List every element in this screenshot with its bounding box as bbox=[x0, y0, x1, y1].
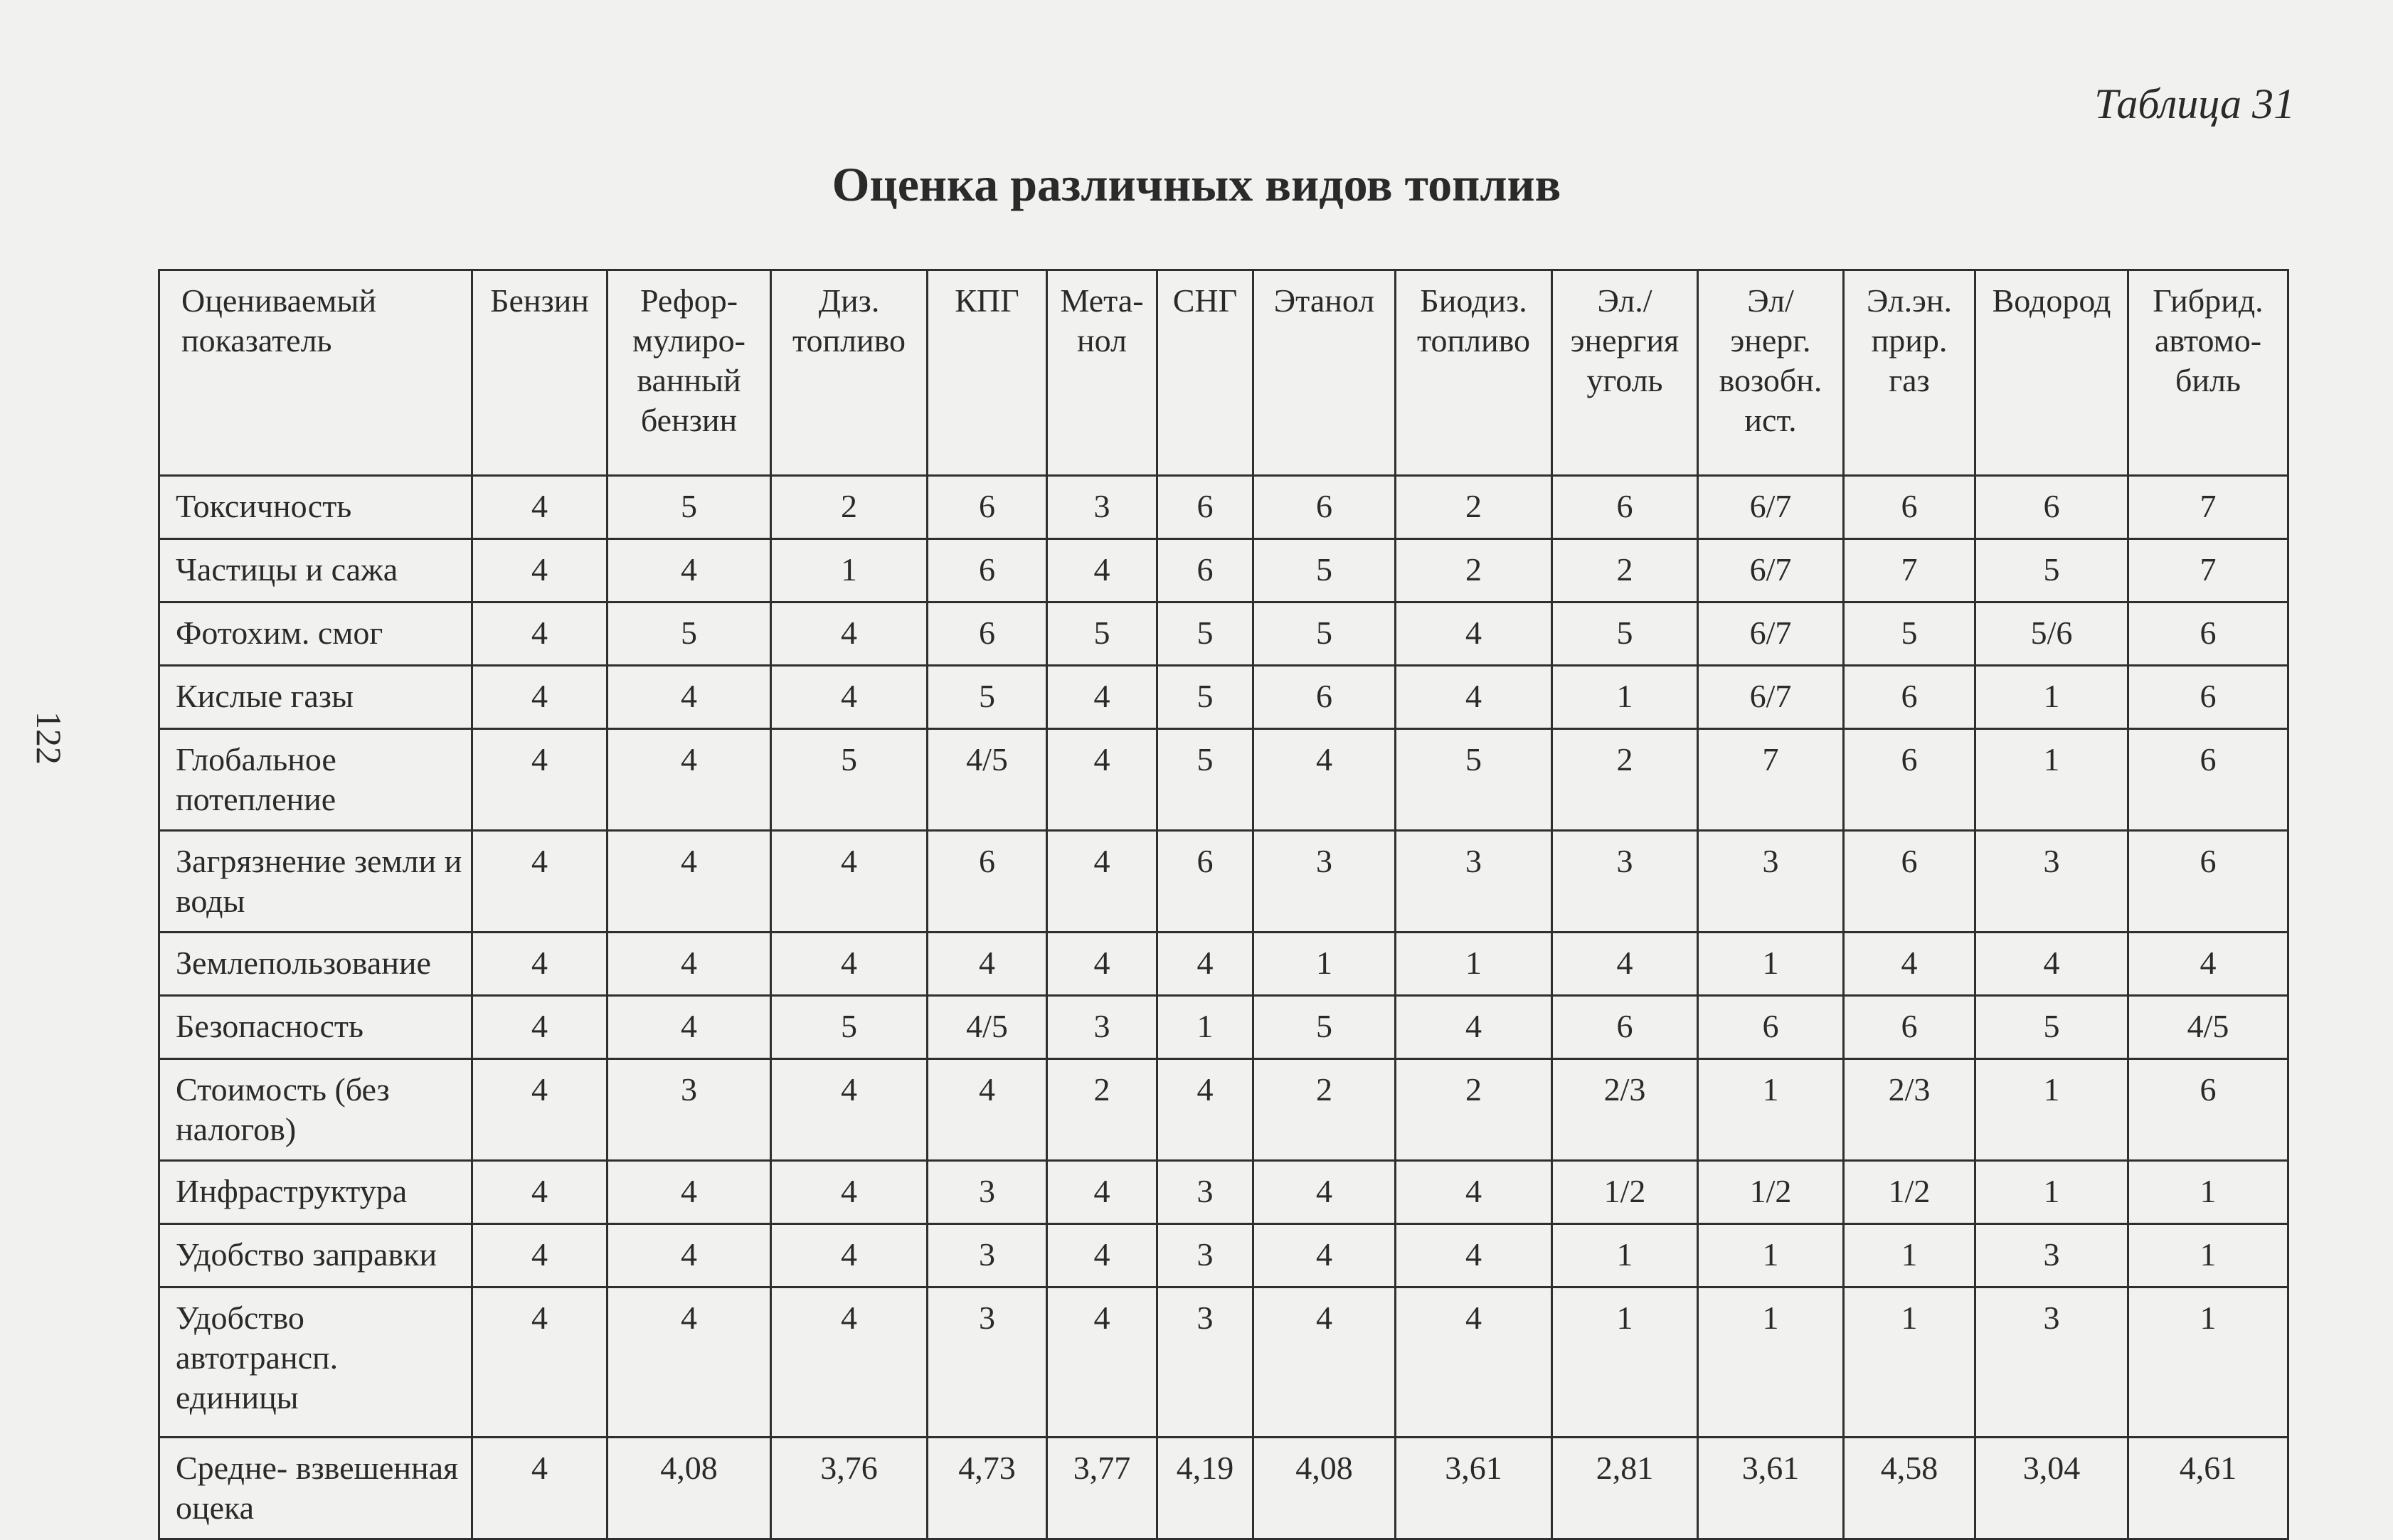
table-cell: 5 bbox=[1975, 996, 2128, 1059]
table-cell: 1 bbox=[1975, 729, 2128, 831]
table-cell: 4 bbox=[472, 1287, 607, 1438]
table-cell: 4/5 bbox=[2128, 996, 2288, 1059]
column-header: Этанол bbox=[1253, 270, 1396, 476]
row-label: Кислые газы bbox=[159, 666, 472, 729]
table-cell: 7 bbox=[2128, 539, 2288, 602]
table-cell: 6 bbox=[2128, 602, 2288, 666]
column-header: Эл.эн. прир. газ bbox=[1844, 270, 1975, 476]
row-label: Удобство автотрансп. единицы bbox=[159, 1287, 472, 1438]
table-header-row bbox=[159, 270, 2288, 476]
table-cell: 1 bbox=[1698, 1059, 1844, 1161]
table-cell: 6 bbox=[1844, 729, 1975, 831]
table-cell: 4 bbox=[771, 602, 928, 666]
table-cell: 4 bbox=[1047, 933, 1157, 996]
table-cell: 4 bbox=[1844, 933, 1975, 996]
table-cell: 1 bbox=[1157, 996, 1253, 1059]
table-cell: 6 bbox=[1844, 476, 1975, 539]
table-cell: 1 bbox=[1552, 666, 1698, 729]
table-cell: 4 bbox=[1047, 729, 1157, 831]
table-cell: 5 bbox=[1157, 729, 1253, 831]
table-cell: 4 bbox=[771, 831, 928, 933]
table-cell: 6 bbox=[2128, 666, 2288, 729]
page-number: 122 bbox=[29, 711, 69, 765]
table-cell: 4 bbox=[607, 729, 771, 831]
row-label: Средне- взвешенная оцека bbox=[159, 1438, 472, 1539]
table-cell: 4 bbox=[472, 729, 607, 831]
table-cell: 4,19 bbox=[1157, 1438, 1253, 1539]
table-row bbox=[159, 933, 2288, 996]
table-cell: 6 bbox=[1552, 476, 1698, 539]
table-cell: 5 bbox=[1253, 539, 1396, 602]
table-cell: 4 bbox=[607, 539, 771, 602]
row-label: Инфраструктура bbox=[159, 1161, 472, 1224]
table-cell: 2 bbox=[1253, 1059, 1396, 1161]
table-cell: 3,77 bbox=[1047, 1438, 1157, 1539]
table-cell: 2 bbox=[1047, 1059, 1157, 1161]
table-cell: 4 bbox=[1047, 831, 1157, 933]
table-cell: 4 bbox=[1047, 539, 1157, 602]
table-cell: 4 bbox=[607, 831, 771, 933]
table-cell: 4 bbox=[1253, 1224, 1396, 1287]
table-row bbox=[159, 1287, 2288, 1438]
table-cell: 1 bbox=[1975, 1161, 2128, 1224]
table-cell: 4 bbox=[1396, 1161, 1552, 1224]
table-row bbox=[159, 1161, 2288, 1224]
table-cell: 6/7 bbox=[1698, 476, 1844, 539]
table-cell: 3 bbox=[1157, 1161, 1253, 1224]
table-cell: 6 bbox=[1253, 666, 1396, 729]
table-cell: 6 bbox=[1253, 476, 1396, 539]
column-header: Бензин bbox=[472, 270, 607, 476]
table-cell: 3 bbox=[1047, 476, 1157, 539]
table-cell: 6 bbox=[1844, 831, 1975, 933]
table-cell: 6 bbox=[928, 831, 1047, 933]
table-cell: 4 bbox=[771, 933, 928, 996]
table-cell: 4 bbox=[1552, 933, 1698, 996]
table-row bbox=[159, 729, 2288, 831]
table-cell: 1 bbox=[1698, 1224, 1844, 1287]
table-cell: 1 bbox=[1844, 1224, 1975, 1287]
table-cell: 1 bbox=[1698, 933, 1844, 996]
table-cell: 4 bbox=[1396, 996, 1552, 1059]
table-cell: 4,73 bbox=[928, 1438, 1047, 1539]
table-cell: 3 bbox=[1552, 831, 1698, 933]
table-row bbox=[159, 539, 2288, 602]
table-cell: 1 bbox=[1975, 1059, 2128, 1161]
table-cell: 4 bbox=[607, 1224, 771, 1287]
row-label: Частицы и сажа bbox=[159, 539, 472, 602]
table-cell: 2 bbox=[771, 476, 928, 539]
table-cell: 6/7 bbox=[1698, 539, 1844, 602]
table-cell: 1 bbox=[1975, 666, 2128, 729]
table-cell: 3 bbox=[928, 1287, 1047, 1438]
table-cell: 3 bbox=[1157, 1287, 1253, 1438]
table-cell: 4 bbox=[1047, 1287, 1157, 1438]
table-cell: 1 bbox=[2128, 1224, 2288, 1287]
table-cell: 4 bbox=[1975, 933, 2128, 996]
table-cell: 3 bbox=[1975, 1224, 2128, 1287]
table-cell: 5 bbox=[1396, 729, 1552, 831]
table-cell: 2 bbox=[1552, 539, 1698, 602]
table-cell: 4 bbox=[1253, 1287, 1396, 1438]
table-cell: 4 bbox=[1396, 1224, 1552, 1287]
table-cell: 5 bbox=[1253, 996, 1396, 1059]
table-cell: 3 bbox=[1975, 831, 2128, 933]
table-cell: 2 bbox=[1396, 1059, 1552, 1161]
table-cell: 4 bbox=[472, 539, 607, 602]
table-cell: 4 bbox=[472, 476, 607, 539]
table-cell: 1 bbox=[1698, 1287, 1844, 1438]
table-cell: 4 bbox=[607, 933, 771, 996]
column-header: СНГ bbox=[1157, 270, 1253, 476]
table-cell: 5 bbox=[1253, 602, 1396, 666]
table-cell: 5 bbox=[928, 666, 1047, 729]
table-row bbox=[159, 1059, 2288, 1161]
table-cell: 1 bbox=[2128, 1161, 2288, 1224]
table-cell: 4 bbox=[1157, 933, 1253, 996]
table-body bbox=[159, 476, 2288, 1539]
table-cell: 5 bbox=[1047, 602, 1157, 666]
table-cell: 4 bbox=[928, 933, 1047, 996]
table-cell: 5 bbox=[771, 729, 928, 831]
table-cell: 2/3 bbox=[1552, 1059, 1698, 1161]
row-label: Загрязнение земли и воды bbox=[159, 831, 472, 933]
column-header: Гибрид. автомо- биль bbox=[2128, 270, 2288, 476]
table-cell: 4 bbox=[1396, 666, 1552, 729]
table-cell: 4 bbox=[1253, 729, 1396, 831]
column-header: Водород bbox=[1975, 270, 2128, 476]
row-label: Безопасность bbox=[159, 996, 472, 1059]
table-cell: 4,61 bbox=[2128, 1438, 2288, 1539]
table-cell: 6 bbox=[1698, 996, 1844, 1059]
table-cell: 4 bbox=[1157, 1059, 1253, 1161]
table-cell: 5 bbox=[1844, 602, 1975, 666]
table-cell: 4 bbox=[1047, 1224, 1157, 1287]
table-cell: 1 bbox=[1552, 1224, 1698, 1287]
table-cell: 3,61 bbox=[1698, 1438, 1844, 1539]
table-cell: 4 bbox=[607, 666, 771, 729]
table-cell: 1 bbox=[1844, 1287, 1975, 1438]
table-cell: 6 bbox=[928, 476, 1047, 539]
table-cell: 2 bbox=[1396, 539, 1552, 602]
table-cell: 4 bbox=[1396, 602, 1552, 666]
table-cell: 3 bbox=[1396, 831, 1552, 933]
table-cell: 3 bbox=[1157, 1224, 1253, 1287]
table-cell: 2/3 bbox=[1844, 1059, 1975, 1161]
table-cell: 4 bbox=[928, 1059, 1047, 1161]
table-cell: 5/6 bbox=[1975, 602, 2128, 666]
table-cell: 4 bbox=[472, 1059, 607, 1161]
table-cell: 1/2 bbox=[1698, 1161, 1844, 1224]
table-cell: 6 bbox=[1844, 666, 1975, 729]
table-cell: 6 bbox=[2128, 1059, 2288, 1161]
table-cell: 1/2 bbox=[1552, 1161, 1698, 1224]
table-cell: 6 bbox=[1157, 831, 1253, 933]
table-cell: 4,08 bbox=[607, 1438, 771, 1539]
table-cell: 6 bbox=[928, 602, 1047, 666]
table-cell: 7 bbox=[2128, 476, 2288, 539]
table-cell: 4 bbox=[2128, 933, 2288, 996]
table-cell: 3 bbox=[1975, 1287, 2128, 1438]
table-cell: 4 bbox=[771, 1161, 928, 1224]
table-cell: 4 bbox=[771, 1224, 928, 1287]
table-cell: 6 bbox=[2128, 831, 2288, 933]
table-cell: 3 bbox=[928, 1161, 1047, 1224]
table-cell: 4 bbox=[771, 666, 928, 729]
table-cell: 4 bbox=[472, 996, 607, 1059]
page-title: Оценка различных видов топлив bbox=[832, 157, 1561, 211]
table-cell: 4 bbox=[472, 831, 607, 933]
table-cell: 1 bbox=[1552, 1287, 1698, 1438]
row-label: Фотохим. смог bbox=[159, 602, 472, 666]
table-row bbox=[159, 666, 2288, 729]
table-cell: 3 bbox=[1698, 831, 1844, 933]
table-cell: 4/5 bbox=[928, 729, 1047, 831]
table-cell: 6 bbox=[1157, 539, 1253, 602]
column-header: Эл/ энерг. возобн. ист. bbox=[1698, 270, 1844, 476]
column-header: КПГ bbox=[928, 270, 1047, 476]
column-header: Диз. топливо bbox=[771, 270, 928, 476]
table-cell: 2 bbox=[1396, 476, 1552, 539]
table-row bbox=[159, 476, 2288, 539]
table-cell: 1 bbox=[2128, 1287, 2288, 1438]
table-cell: 3 bbox=[607, 1059, 771, 1161]
table-cell: 5 bbox=[1975, 539, 2128, 602]
table-row bbox=[159, 996, 2288, 1059]
table-label: Таблица 31 bbox=[2094, 80, 2295, 127]
table-cell: 4 bbox=[472, 666, 607, 729]
table-cell: 4,58 bbox=[1844, 1438, 1975, 1539]
table-cell: 4 bbox=[472, 1161, 607, 1224]
table-row bbox=[159, 1224, 2288, 1287]
table-cell: 6 bbox=[1552, 996, 1698, 1059]
table-cell: 4 bbox=[607, 1161, 771, 1224]
table-cell: 4 bbox=[472, 1224, 607, 1287]
row-label: Глобальное потепление bbox=[159, 729, 472, 831]
table-cell: 5 bbox=[1157, 602, 1253, 666]
table-cell: 6 bbox=[1844, 996, 1975, 1059]
table-cell: 3,61 bbox=[1396, 1438, 1552, 1539]
table-cell: 4 bbox=[607, 996, 771, 1059]
table-row bbox=[159, 831, 2288, 933]
row-label: Токсичность bbox=[159, 476, 472, 539]
table-row bbox=[159, 1438, 2288, 1539]
table-cell: 3 bbox=[1253, 831, 1396, 933]
table-cell: 3,76 bbox=[771, 1438, 928, 1539]
column-header: Рефор- мулиро- ванный бензин bbox=[607, 270, 771, 476]
column-header: Оцениваемый показатель bbox=[159, 270, 472, 476]
table-cell: 3,04 bbox=[1975, 1438, 2128, 1539]
table-cell: 4 bbox=[472, 933, 607, 996]
table-cell: 4 bbox=[472, 1438, 607, 1539]
table-cell: 6/7 bbox=[1698, 666, 1844, 729]
fuel-evaluation-table bbox=[158, 269, 2289, 1540]
row-label: Землепользование bbox=[159, 933, 472, 996]
table-cell: 1 bbox=[771, 539, 928, 602]
table-cell: 5 bbox=[1157, 666, 1253, 729]
table-cell: 6 bbox=[1975, 476, 2128, 539]
table-cell: 5 bbox=[771, 996, 928, 1059]
table-cell: 4 bbox=[771, 1287, 928, 1438]
table-cell: 5 bbox=[1552, 602, 1698, 666]
table-cell: 1 bbox=[1396, 933, 1552, 996]
table-cell: 2,81 bbox=[1552, 1438, 1698, 1539]
table-cell: 6 bbox=[2128, 729, 2288, 831]
table-cell: 4 bbox=[472, 602, 607, 666]
row-label: Стоимость (без налогов) bbox=[159, 1059, 472, 1161]
table-cell: 7 bbox=[1844, 539, 1975, 602]
table-row bbox=[159, 602, 2288, 666]
table-cell: 7 bbox=[1698, 729, 1844, 831]
table-cell: 4 bbox=[1253, 1161, 1396, 1224]
table-cell: 4,08 bbox=[1253, 1438, 1396, 1539]
table-cell: 3 bbox=[1047, 996, 1157, 1059]
table-cell: 4 bbox=[771, 1059, 928, 1161]
table-cell: 1/2 bbox=[1844, 1161, 1975, 1224]
table-cell: 4 bbox=[607, 1287, 771, 1438]
column-header: Эл./ энергия уголь bbox=[1552, 270, 1698, 476]
table-cell: 6/7 bbox=[1698, 602, 1844, 666]
table-cell: 4 bbox=[1047, 1161, 1157, 1224]
table-cell: 1 bbox=[1253, 933, 1396, 996]
table-cell: 4 bbox=[1047, 666, 1157, 729]
table-cell: 4 bbox=[1396, 1287, 1552, 1438]
table-cell: 3 bbox=[928, 1224, 1047, 1287]
table-cell: 5 bbox=[607, 476, 771, 539]
row-label: Удобство заправки bbox=[159, 1224, 472, 1287]
table-cell: 2 bbox=[1552, 729, 1698, 831]
table-cell: 4/5 bbox=[928, 996, 1047, 1059]
column-header: Мета- нол bbox=[1047, 270, 1157, 476]
column-header: Биодиз. топливо bbox=[1396, 270, 1552, 476]
table-cell: 5 bbox=[607, 602, 771, 666]
table-cell: 6 bbox=[928, 539, 1047, 602]
table-cell: 6 bbox=[1157, 476, 1253, 539]
